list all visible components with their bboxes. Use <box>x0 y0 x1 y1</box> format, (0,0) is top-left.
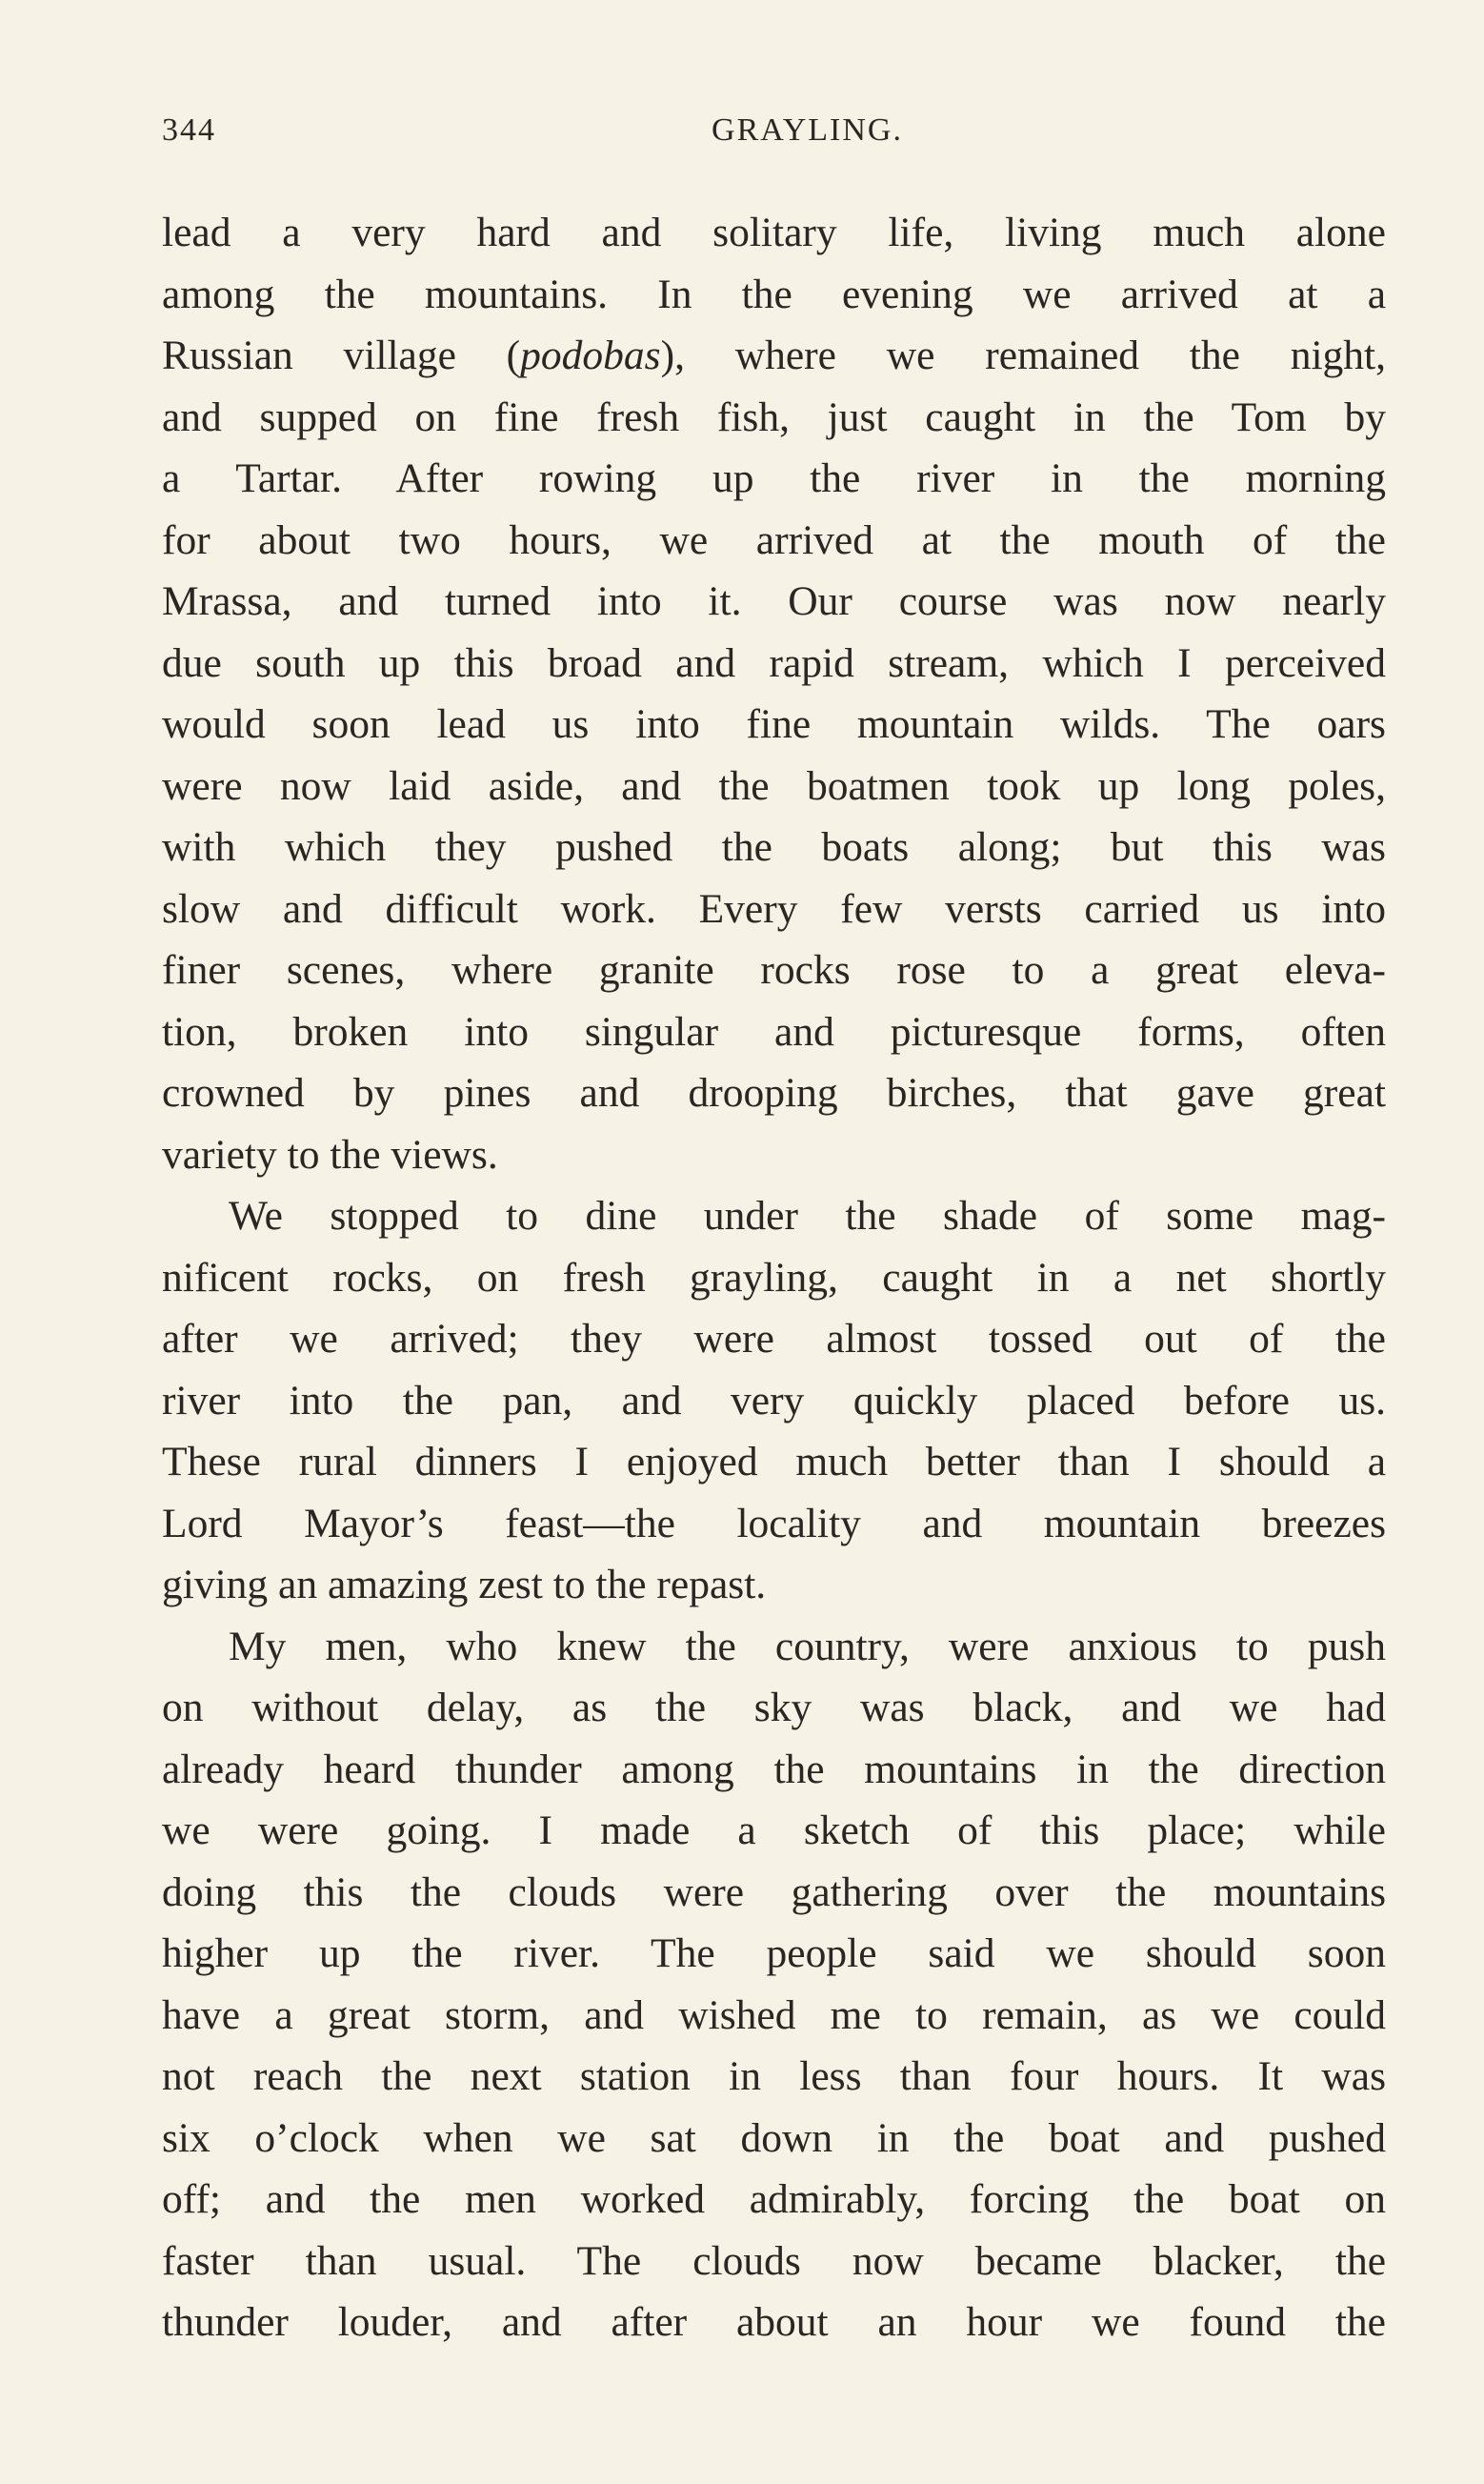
body-text <box>162 202 1386 2353</box>
text-line: Mrassa, and turned into it. Our course was now nearly <box>162 578 1386 624</box>
text-line: we were going. I made a sketch of this place; while <box>162 1807 1386 1853</box>
italic-word: podobas <box>520 333 661 378</box>
text-line: slow and difficult work. Every few versts carried us into <box>162 885 1386 932</box>
text-line: nificent rocks, on fresh grayling, caught in a net shortly <box>162 1254 1386 1301</box>
text-line: crowned by pines and drooping birches, that gave great <box>162 1070 1386 1116</box>
text-line: thunder louder, and after about an hour we found the <box>162 2299 1386 2345</box>
text-line: tion, broken into singular and picturesque forms, often <box>162 1008 1386 1055</box>
text-line: and supped on fine fresh fish, just caught in the Tom by <box>162 394 1386 440</box>
text-line: not reach the next station in less than four hours. It was <box>162 2053 1386 2099</box>
text-fragment: Russian village ( <box>162 333 521 378</box>
text-line: higher up the river. The people said we should soon <box>162 1930 1386 1976</box>
running-head <box>162 112 1386 160</box>
text-line: finer scenes, where granite rocks rose to a great eleva- <box>162 947 1386 993</box>
paragraph-start-line: My men, who knew the country, were anxious to push <box>229 1623 1386 1669</box>
paragraph-end-line: variety to the views. <box>162 1131 498 1178</box>
text-line: have a great storm, and wished me to remain, as we could <box>162 1991 1386 2038</box>
text-line: doing this the clouds were gathering over the mountains <box>162 1868 1386 1915</box>
page-number: 344 <box>162 112 216 148</box>
text-line: due south up this broad and rapid stream, which I perceived <box>162 639 1386 686</box>
text-fragment: ), where we remained the night, <box>660 333 1386 378</box>
text-line: off; and the men worked admirably, forcing the boat on <box>162 2176 1386 2222</box>
text-line-with-italic <box>162 325 1386 387</box>
text-line: after we arrived; they were almost tossed out of the <box>162 1316 1386 1362</box>
paragraph-end-line: giving an amazing zest to the repast. <box>162 1562 767 1607</box>
text-line: for about two hours, we arrived at the mouth of the <box>162 516 1386 563</box>
text-line: already heard thunder among the mountains in the direction <box>162 1746 1386 1792</box>
chapter-title: GRAYLING. <box>712 112 903 148</box>
paragraph-start-line: We stopped to dine under the shade of some mag- <box>229 1193 1386 1239</box>
text-line: with which they pushed the boats along; but this was <box>162 824 1386 870</box>
text-line: on without delay, as the sky was black, and we had <box>162 1685 1386 1730</box>
text-line: were now laid aside, and the boatmen took up long poles, <box>162 762 1386 809</box>
text-line: Lord Mayor’s feast—the locality and mountain breezes <box>162 1500 1386 1546</box>
text-line: among the mountains. In the evening we arrived at a <box>162 271 1386 317</box>
text-line: a Tartar. After rowing up the river in the morning <box>162 455 1386 501</box>
text-line: These rural dinners I enjoyed much better than I should a <box>162 1439 1386 1484</box>
text-line: river into the pan, and very quickly placed before us. <box>162 1377 1386 1424</box>
text-line: would soon lead us into fine mountain wilds. The oars <box>162 701 1386 747</box>
text-line: faster than usual. The clouds now became blacker, the <box>162 2237 1386 2284</box>
text-line: six o’clock when we sat down in the boat and pushed <box>162 2114 1386 2161</box>
text-line: lead a very hard and solitary life, living much alone <box>162 210 1386 255</box>
